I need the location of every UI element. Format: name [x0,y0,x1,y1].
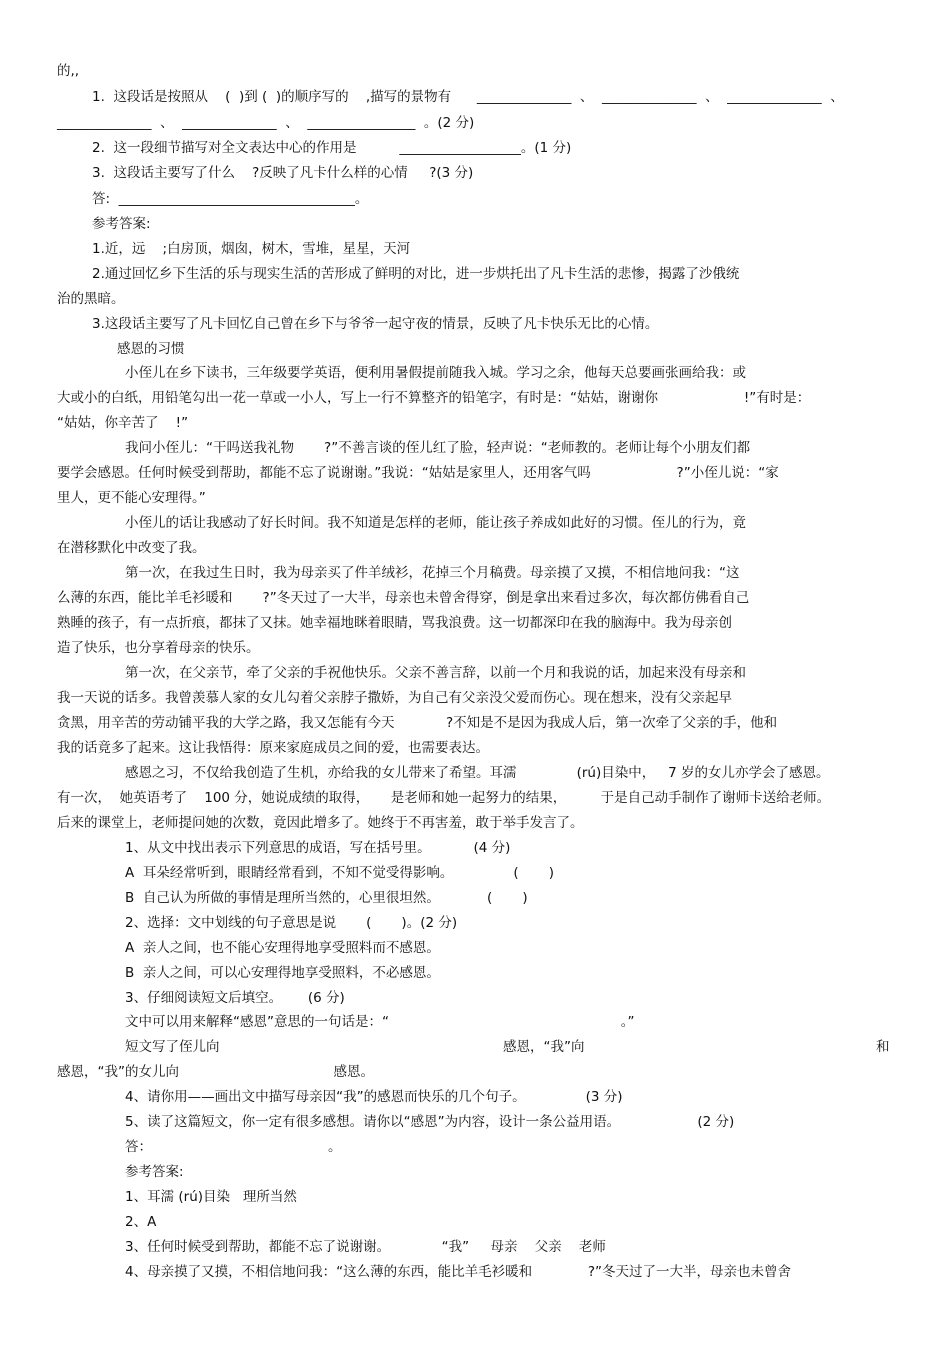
text-line: 感恩之习，不仅给我创造了生机，亦给我的女儿带来了希望。耳濡 (rú)目染中， 7 岁的女儿亦学会了感恩。 [125,765,830,781]
text-line: 我的话竟多了起来。这让我悟得：原来家庭成员之间的爱，也需要表达。 [57,740,489,756]
text-line-segment-right: 和 [876,1039,890,1055]
text-line: 造了快乐，也分享着母亲的快乐。 [57,640,260,656]
text-line: 1. 这段话是按照从 ( )到 ( )的顺序写的 ,描写的景物有 ______________ 、 ______________ 、 ______________ 、 [92,89,844,105]
text-line: 么薄的东西，能比羊毛衫暖和 ?”冬天过了一大半，母亲也未曾舍得穿，倒是拿出来看过多次，每次都仿佛看自己 [57,590,750,606]
text-line: 2. 这一段细节描写对全文表达中心的作用是 __________________。(1 分) [92,140,572,156]
text-line-segment-middle: 感恩，“我”向 [503,1039,585,1055]
text-line: 答: ___________________________________。 [92,191,369,207]
text-line: ______________ 、 ______________ 、 ________________ 。(2 分) [57,115,475,131]
text-line: 参考答案: [92,216,151,232]
text-line: 小侄儿的话让我感动了好长时间。我不知道是怎样的老师，能让孩子养成如此好的习惯。侄儿的行为，竟 [125,515,746,531]
text-line: 4、请你用——画出文中描写母亲因“我”的感恩而快乐的几个句子。 (3 分) [125,1089,623,1105]
text-line: 3. 这段话主要写了什么 ?反映了凡卡什么样的心情 ?(3 分) [92,165,474,181]
text-line: 要学会感恩。任何时候受到帮助，都能不忘了说谢谢。”我说：“姑姑是家里人，还用客气吗 ?”小侄儿说：“家 [57,465,779,481]
text-line: 答： 。 [125,1139,342,1155]
text-line: 第一次，在父亲节，牵了父亲的手祝他快乐。父亲不善言辞，以前一个月和我说的话，加起来没有母亲和 [125,665,746,681]
text-line: 参考答案: [125,1164,184,1180]
text-line: 治的黑暗。 [57,291,125,307]
text-line: “姑姑，你辛苦了 !” [57,415,189,431]
text-line: A 耳朵经常听到，眼睛经常看到，不知不觉受得影响。 ( ) [125,865,554,881]
text-line: 的,, [57,63,80,79]
text-line: 熟睡的孩子，有一点折痕，都抹了又抹。她幸福地眯着眼睛，骂我浪费。这一切都深印在我的脑海中。我为母亲创 [57,615,732,631]
text-line: 第一次，在我过生日时，我为母亲买了件羊绒衫，花掉三个月稿费。母亲摸了又摸，不相信地问我：“这 [125,565,740,581]
text-line: 大或小的白纸，用铅笔勾出一花一草或一小人，写上一行不算整齐的铅笔字，有时是：“姑姑，谢谢你 !”有时是： [57,390,811,406]
text-line-segment-left: 短文写了侄儿向 [125,1039,220,1055]
text-line: 3、仔细阅读短文后填空。 (6 分) [125,990,345,1006]
text-line: 2、A [125,1214,157,1230]
text-line: 2.通过回忆乡下生活的乐与现实生活的苦形成了鲜明的对比，进一步烘托出了凡卡生活的悲惨，揭露了沙俄统 [92,266,740,282]
text-line: 贪黑，用辛苦的劳动铺平我的大学之路，我又怎能有今天 ?不知是不是因为我成人后，第一次牵了父亲的手，他和 [57,715,778,731]
text-line: 2、选择：文中划线的句子意思是说 ( )。(2 分) [125,915,458,931]
text-line: 3.这段话主要写了凡卡回忆自己曾在乡下与爷爷一起守夜的情景，反映了凡卡快乐无比的心情。 [92,316,659,332]
text-line: 1.近，远 ;白房顶，烟囱，树木，雪堆，星星，天河 [92,241,411,257]
text-line: B 自己认为所做的事情是理所当然的，心里很坦然。 ( ) [125,890,528,906]
text-line: 小侄儿在乡下读书，三年级要学英语，便利用暑假提前随我入城。学习之余，他每天总要画张画给我：或 [125,365,746,381]
text-line: 有一次， 她英语考了 100 分，她说成绩的取得， 是老师和她一起努力的结果， 于是自己动手制作了谢师卡送给老师。 [57,790,831,806]
text-line: 在潜移默化中改变了我。 [57,540,206,556]
text-line: B 亲人之间，可以心安理得地享受照料，不必感恩。 [125,965,440,981]
text-line: 里人，更不能心安理得。” [57,490,206,506]
text-line: 我问小侄儿：“干吗送我礼物 ?”不善言谈的侄儿红了脸，轻声说：“老师教的。老师让每个小朋友们都 [125,440,751,456]
text-line: 文中可以用来解释“感恩”意思的一句话是：“ 。” [125,1014,635,1030]
text-line: 5、读了这篇短文，你一定有很多感想。请你以“感恩”为内容，设计一条公益用语。 (2 分) [125,1114,735,1130]
text-line: 我一天说的话多。我曾羡慕人家的女儿勾着父亲脖子撒娇，为自己有父亲没父爱而伤心。现在想来，没有父亲起早 [57,690,732,706]
text-line: 4、母亲摸了又摸，不相信地问我：“这么薄的东西，能比羊毛衫暖和 ?”冬天过了一大半，母亲也未曾舍 [125,1264,792,1280]
text-line: 感恩，“我”的女儿向 感恩。 [57,1064,374,1080]
text-line: 1、耳濡 (rú)目染 理所当然 [125,1189,297,1205]
text-line: A 亲人之间，也不能心安理得地享受照料而不感恩。 [125,940,440,956]
text-line: 1、从文中找出表示下列意思的成语，写在括号里。 (4 分) [125,840,511,856]
text-line: 后来的课堂上，老师提问她的次数，竟因此增多了。她终于不再害羞，敢于举手发言了。 [57,815,584,831]
text-line: 3、任何时候受到帮助，都能不忘了说谢谢。 “我” 母亲 父亲 老师 [125,1239,606,1255]
text-line: 感恩的习惯 [117,341,185,357]
